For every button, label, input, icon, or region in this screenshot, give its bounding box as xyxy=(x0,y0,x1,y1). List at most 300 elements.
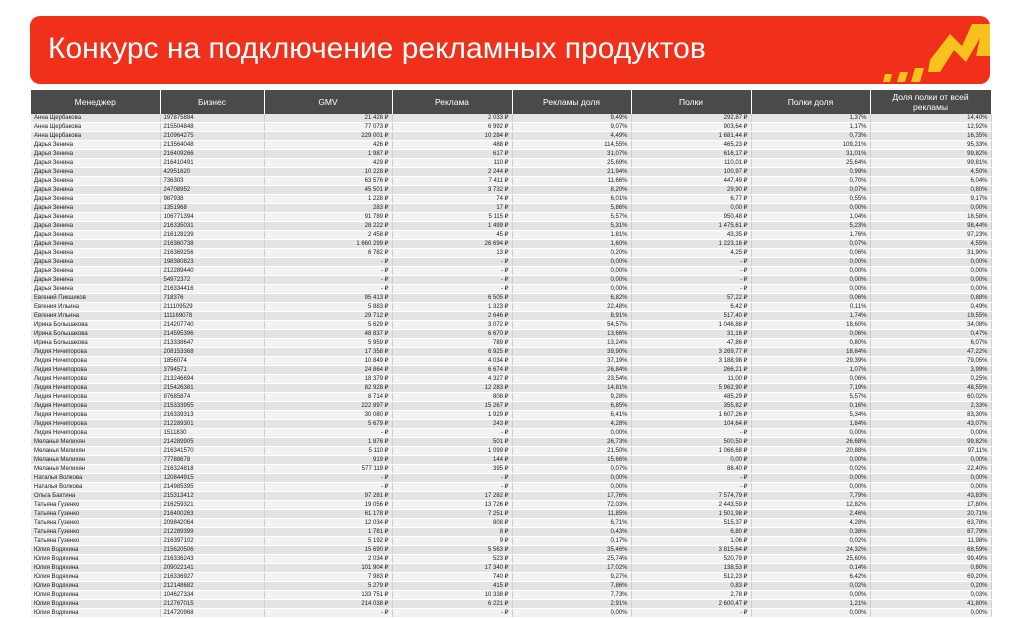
cell-gmv: 2 458 ₽ xyxy=(264,231,392,240)
cell-manager: Евгений Пикшиков xyxy=(31,294,160,303)
cell-ads: - ₽ xyxy=(392,483,512,492)
table-row xyxy=(31,303,991,312)
cell-ads-share: 0,00% xyxy=(512,276,631,285)
cell-shelves-share: 0,00% xyxy=(751,285,870,294)
cell-shelf-share-of-ads: 97,11% xyxy=(870,447,991,456)
cell-shelf-share-of-ads: 41,80% xyxy=(870,600,991,609)
cell-shelf-share-of-ads: 95,33% xyxy=(870,141,991,150)
header-shelves: Полки xyxy=(631,90,751,114)
table-row xyxy=(31,240,991,249)
cell-gmv: 12 034 ₽ xyxy=(264,519,392,528)
cell-ads-share: 7,86% xyxy=(512,582,631,591)
cell-shelves-share: 5,57% xyxy=(751,393,870,402)
cell-shelves-share: 0,80% xyxy=(751,339,870,348)
cell-business: 212767015 xyxy=(160,600,264,609)
cell-ads-share: 0,43% xyxy=(512,528,631,537)
table-row xyxy=(31,528,991,537)
cell-gmv: 30 080 ₽ xyxy=(264,411,392,420)
cell-gmv: 1 987 ₽ xyxy=(264,150,392,159)
cell-shelves: 465,23 ₽ xyxy=(631,141,751,150)
cell-manager: Юлия Водяхина xyxy=(31,555,160,564)
cell-manager: Ирина Большакова xyxy=(31,330,160,339)
cell-ads: 2 646 ₽ xyxy=(392,312,512,321)
cell-shelves-share: 0,00% xyxy=(751,456,870,465)
cell-business: 54972372 xyxy=(160,276,264,285)
cell-ads: 6 925 ₽ xyxy=(392,348,512,357)
cell-ads-share: 17,76% xyxy=(512,492,631,501)
cell-shelves: 11,00 ₽ xyxy=(631,375,751,384)
cell-gmv: 5 279 ₽ xyxy=(264,582,392,591)
cell-shelves-share: 0,06% xyxy=(751,249,870,258)
cell-manager: Лидия Ничипорова xyxy=(31,357,160,366)
cell-shelves: 57,22 ₽ xyxy=(631,294,751,303)
cell-shelves: 1,06 ₽ xyxy=(631,537,751,546)
cell-business: 216397102 xyxy=(160,537,264,546)
cell-shelves: 0,00 ₽ xyxy=(631,456,751,465)
cell-gmv: 61 178 ₽ xyxy=(264,510,392,519)
table-row xyxy=(31,492,991,501)
cell-ads: 15 267 ₽ xyxy=(392,402,512,411)
cell-business: 106771394 xyxy=(160,213,264,222)
table-body xyxy=(31,114,991,618)
cell-business: 97685874 xyxy=(160,393,264,402)
cell-shelf-share-of-ads: 14,40% xyxy=(870,114,991,123)
cell-shelf-share-of-ads: 9,17% xyxy=(870,195,991,204)
cell-manager: Ольга Бахтина xyxy=(31,492,160,501)
cell-ads-share: 15,66% xyxy=(512,456,631,465)
cell-shelves-share: 2,46% xyxy=(751,510,870,519)
table-row xyxy=(31,123,991,132)
cell-business: 216410491 xyxy=(160,159,264,168)
cell-shelves-share: 1,17% xyxy=(751,123,870,132)
cell-business: 216339313 xyxy=(160,411,264,420)
cell-manager: Евгения Ильина xyxy=(31,303,160,312)
cell-shelves-share: 0,00% xyxy=(751,483,870,492)
table-row xyxy=(31,195,991,204)
cell-ads: 10 338 ₽ xyxy=(392,591,512,600)
table-row xyxy=(31,168,991,177)
cell-business: 214595396 xyxy=(160,330,264,339)
cell-ads: 7 251 ₽ xyxy=(392,510,512,519)
cell-shelves: 1 046,88 ₽ xyxy=(631,321,751,330)
cell-ads-share: 5,57% xyxy=(512,213,631,222)
cell-shelf-share-of-ads: 0,00% xyxy=(870,204,991,213)
cell-ads: - ₽ xyxy=(392,285,512,294)
cell-shelf-share-of-ads: 2,33% xyxy=(870,402,991,411)
table-row xyxy=(31,285,991,294)
cell-business: 213338647 xyxy=(160,339,264,348)
cell-business: 104627334 xyxy=(160,591,264,600)
cell-shelves: 47,86 ₽ xyxy=(631,339,751,348)
cell-ads: 6 992 ₽ xyxy=(392,123,512,132)
cell-gmv: 82 928 ₽ xyxy=(264,384,392,393)
table-row xyxy=(31,276,991,285)
cell-manager: Юлия Водяхина xyxy=(31,591,160,600)
table-row xyxy=(31,231,991,240)
cell-gmv: 919 ₽ xyxy=(264,456,392,465)
cell-shelves: 950,48 ₽ xyxy=(631,213,751,222)
table-row xyxy=(31,438,991,447)
competition-table xyxy=(31,90,992,618)
cell-shelves: 1 066,68 ₽ xyxy=(631,447,751,456)
cell-shelves-share: 25,60% xyxy=(751,555,870,564)
cell-shelves: 447,49 ₽ xyxy=(631,177,751,186)
cell-gmv: 97 281 ₽ xyxy=(264,492,392,501)
cell-manager: Лидия Ничипорова xyxy=(31,384,160,393)
cell-manager: Анна Щербакова xyxy=(31,114,160,123)
cell-business: 215426381 xyxy=(160,384,264,393)
cell-manager: Анна Щербакова xyxy=(31,123,160,132)
cell-manager: Лидия Ничипорова xyxy=(31,402,160,411)
cell-ads-share: 11,85% xyxy=(512,510,631,519)
cell-business: 216324818 xyxy=(160,465,264,474)
cell-manager: Ирина Большакова xyxy=(31,339,160,348)
cell-shelves-share: 0,06% xyxy=(751,330,870,339)
cell-shelves-share: 0,38% xyxy=(751,528,870,537)
table-row xyxy=(31,132,991,141)
cell-business: 718376 xyxy=(160,294,264,303)
cell-gmv: - ₽ xyxy=(264,267,392,276)
cell-shelves-share: 0,02% xyxy=(751,537,870,546)
table-row xyxy=(31,249,991,258)
cell-ads-share: 72,03% xyxy=(512,501,631,510)
cell-ads-share: 26,84% xyxy=(512,366,631,375)
cell-manager: Наталья Волкова xyxy=(31,483,160,492)
cell-ads: 5 563 ₽ xyxy=(392,546,512,555)
cell-manager: Лидия Ничипорова xyxy=(31,366,160,375)
cell-shelves: 1 223,16 ₽ xyxy=(631,240,751,249)
cell-ads: 6 505 ₽ xyxy=(392,294,512,303)
cell-gmv: 5 192 ₽ xyxy=(264,537,392,546)
cell-shelves-share: 1,07% xyxy=(751,366,870,375)
cell-shelves-share: 1,84% xyxy=(751,420,870,429)
cell-manager: Дарья Зенина xyxy=(31,141,160,150)
cell-shelves: 2 600,47 ₽ xyxy=(631,600,751,609)
cell-shelves: 104,64 ₽ xyxy=(631,420,751,429)
cell-manager: Дарья Зенина xyxy=(31,186,160,195)
cell-shelf-share-of-ads: 98,44% xyxy=(870,222,991,231)
header-shelves-share: Полки доля xyxy=(751,90,870,114)
cell-shelves-share: 4,28% xyxy=(751,519,870,528)
cell-gmv: 577 119 ₽ xyxy=(264,465,392,474)
cell-gmv: 10 849 ₽ xyxy=(264,357,392,366)
cell-shelves: 1 501,98 ₽ xyxy=(631,510,751,519)
cell-manager: Дарья Зенина xyxy=(31,231,160,240)
cell-shelf-share-of-ads: 20,71% xyxy=(870,510,991,519)
cell-shelf-share-of-ads: 99,81% xyxy=(870,159,991,168)
cell-ads-share: 0,00% xyxy=(512,474,631,483)
cell-shelves: - ₽ xyxy=(631,429,751,438)
table-row xyxy=(31,600,991,609)
cell-shelves: 4,25 ₽ xyxy=(631,249,751,258)
cell-shelves: 903,64 ₽ xyxy=(631,123,751,132)
cell-manager: Татьяна Гузенко xyxy=(31,519,160,528)
cell-manager: Дарья Зенина xyxy=(31,150,160,159)
cell-shelves: 1 607,26 ₽ xyxy=(631,411,751,420)
table-row xyxy=(31,330,991,339)
cell-shelves-share: 26,68% xyxy=(751,438,870,447)
cell-gmv: 17 358 ₽ xyxy=(264,348,392,357)
cell-business: 216360738 xyxy=(160,240,264,249)
cell-manager: Дарья Зенина xyxy=(31,159,160,168)
cell-ads: 3 072 ₽ xyxy=(392,321,512,330)
cell-manager: Дарья Зенина xyxy=(31,195,160,204)
cell-shelves-share: 0,16% xyxy=(751,402,870,411)
cell-gmv: - ₽ xyxy=(264,429,392,438)
cell-business: 212289301 xyxy=(160,420,264,429)
table-row xyxy=(31,591,991,600)
cell-manager: Татьяна Гузенко xyxy=(31,528,160,537)
cell-shelves-share: 0,00% xyxy=(751,267,870,276)
cell-ads-share: 31,07% xyxy=(512,150,631,159)
table-row xyxy=(31,141,991,150)
cell-shelf-share-of-ads: 4,55% xyxy=(870,240,991,249)
cell-shelves-share: 0,07% xyxy=(751,240,870,249)
cell-manager: Дарья Зенина xyxy=(31,240,160,249)
table-row xyxy=(31,114,991,123)
cell-shelf-share-of-ads: 0,00% xyxy=(870,429,991,438)
cell-shelves: 266,21 ₽ xyxy=(631,366,751,375)
header-shelf-share-of-ads: Доля полки от всей рекламы xyxy=(870,90,991,114)
cell-manager: Меланья Мелихян xyxy=(31,456,160,465)
table-row xyxy=(31,483,991,492)
title-banner xyxy=(30,16,990,84)
table-row xyxy=(31,393,991,402)
table-row xyxy=(31,366,991,375)
cell-gmv: 63 576 ₽ xyxy=(264,177,392,186)
cell-shelf-share-of-ads: 31,90% xyxy=(870,249,991,258)
cell-business: 215313412 xyxy=(160,492,264,501)
cell-gmv: 1 660 299 ₽ xyxy=(264,240,392,249)
cell-gmv: - ₽ xyxy=(264,483,392,492)
cell-business: 24708952 xyxy=(160,186,264,195)
cell-shelf-share-of-ads: 16,35% xyxy=(870,132,991,141)
header-ads-share: Рекламы доля xyxy=(512,90,631,114)
cell-ads-share: 11,66% xyxy=(512,177,631,186)
cell-gmv: 133 751 ₽ xyxy=(264,591,392,600)
cell-manager: Татьяна Гузенко xyxy=(31,501,160,510)
cell-manager: Юлия Водяхина xyxy=(31,546,160,555)
cell-shelves: 138,53 ₽ xyxy=(631,564,751,573)
cell-ads-share: 0,00% xyxy=(512,285,631,294)
cell-gmv: 7 983 ₽ xyxy=(264,573,392,582)
cell-ads-share: 23,54% xyxy=(512,375,631,384)
cell-shelves-share: 7,79% xyxy=(751,492,870,501)
cell-manager: Меланья Мелихян xyxy=(31,465,160,474)
cell-ads: 395 ₽ xyxy=(392,465,512,474)
cell-shelf-share-of-ads: 18,58% xyxy=(870,213,991,222)
cell-shelves: 517,40 ₽ xyxy=(631,312,751,321)
cell-manager: Татьяна Гузенко xyxy=(31,510,160,519)
cell-ads: 1 323 ₽ xyxy=(392,303,512,312)
cell-ads-share: 14,81% xyxy=(512,384,631,393)
cell-manager: Юлия Водяхина xyxy=(31,573,160,582)
cell-ads-share: 7,73% xyxy=(512,591,631,600)
cell-shelves: 0,83 ₽ xyxy=(631,582,751,591)
cell-shelves: 616,17 ₽ xyxy=(631,150,751,159)
cell-gmv: 229 001 ₽ xyxy=(264,132,392,141)
cell-gmv: 19 056 ₽ xyxy=(264,501,392,510)
cell-ads-share: 1,81% xyxy=(512,231,631,240)
cell-ads: 144 ₽ xyxy=(392,456,512,465)
table-row xyxy=(31,465,991,474)
cell-shelf-share-of-ads: 69,20% xyxy=(870,573,991,582)
cell-manager: Лидия Ничипорова xyxy=(31,411,160,420)
cell-shelves: 2 443,59 ₽ xyxy=(631,501,751,510)
cell-ads-share: 8,20% xyxy=(512,186,631,195)
cell-business: 216400263 xyxy=(160,510,264,519)
cell-business: 1351968 xyxy=(160,204,264,213)
cell-ads: 415 ₽ xyxy=(392,582,512,591)
cell-ads: 808 ₽ xyxy=(392,393,512,402)
cell-ads-share: 9,07% xyxy=(512,123,631,132)
cell-ads: 6 221 ₽ xyxy=(392,600,512,609)
cell-ads-share: 0,00% xyxy=(512,258,631,267)
cell-shelves-share: 1,37% xyxy=(751,114,870,123)
cell-manager: Ирина Большакова xyxy=(31,321,160,330)
cell-business: 216341570 xyxy=(160,447,264,456)
cell-ads: 1 099 ₽ xyxy=(392,447,512,456)
cell-shelves: 355,82 ₽ xyxy=(631,402,751,411)
table-header-row xyxy=(31,90,991,114)
cell-manager: Юлия Водяхина xyxy=(31,582,160,591)
cell-shelf-share-of-ads: 0,47% xyxy=(870,330,991,339)
cell-shelves-share: 0,02% xyxy=(751,465,870,474)
cell-gmv: - ₽ xyxy=(264,609,392,618)
cell-ads-share: 21,94% xyxy=(512,168,631,177)
cell-gmv: 283 ₽ xyxy=(264,204,392,213)
cell-shelves: 2,78 ₽ xyxy=(631,591,751,600)
table-row xyxy=(31,411,991,420)
cell-ads-share: 4,49% xyxy=(512,132,631,141)
cell-ads-share: 39,90% xyxy=(512,348,631,357)
cell-shelves: 43,35 ₽ xyxy=(631,231,751,240)
cell-shelves: - ₽ xyxy=(631,609,751,618)
cell-gmv: 95 413 ₽ xyxy=(264,294,392,303)
table-row xyxy=(31,474,991,483)
cell-shelves: 500,50 ₽ xyxy=(631,438,751,447)
cell-gmv: 1 228 ₽ xyxy=(264,195,392,204)
cell-gmv: 5 110 ₽ xyxy=(264,447,392,456)
cell-business: 3794571 xyxy=(160,366,264,375)
cell-gmv: - ₽ xyxy=(264,276,392,285)
cell-ads: 6 674 ₽ xyxy=(392,366,512,375)
cell-ads-share: 21,50% xyxy=(512,447,631,456)
cell-shelf-share-of-ads: 87,79% xyxy=(870,528,991,537)
cell-ads: 17 340 ₽ xyxy=(392,564,512,573)
cell-ads: 7 411 ₽ xyxy=(392,177,512,186)
cell-shelves: 520,79 ₽ xyxy=(631,555,751,564)
cell-ads-share: 1,60% xyxy=(512,240,631,249)
table-row xyxy=(31,294,991,303)
cell-shelves-share: 29,39% xyxy=(751,357,870,366)
cell-manager: Юлия Водяхина xyxy=(31,564,160,573)
cell-shelves: - ₽ xyxy=(631,276,751,285)
table-row xyxy=(31,609,991,618)
cell-ads: 17 ₽ xyxy=(392,204,512,213)
cell-business: 198380823 xyxy=(160,258,264,267)
cell-ads: 26 694 ₽ xyxy=(392,240,512,249)
cell-ads-share: 0,00% xyxy=(512,267,631,276)
cell-business: 216335031 xyxy=(160,222,264,231)
cell-shelves-share: 18,60% xyxy=(751,321,870,330)
cell-shelf-share-of-ads: 11,98% xyxy=(870,537,991,546)
cell-shelves-share: 1,76% xyxy=(751,231,870,240)
cell-shelf-share-of-ads: 0,00% xyxy=(870,456,991,465)
table-row xyxy=(31,321,991,330)
cell-gmv: 28 222 ₽ xyxy=(264,222,392,231)
table-row xyxy=(31,402,991,411)
cell-business: 214207740 xyxy=(160,321,264,330)
cell-ads: 3 732 ₽ xyxy=(392,186,512,195)
cell-ads: 110 ₽ xyxy=(392,159,512,168)
cell-ads: 4 034 ₽ xyxy=(392,357,512,366)
cell-ads: 12 283 ₽ xyxy=(392,384,512,393)
cell-gmv: 429 ₽ xyxy=(264,159,392,168)
cell-gmv: 10 228 ₽ xyxy=(264,168,392,177)
cell-business: 209842064 xyxy=(160,519,264,528)
cell-shelves-share: 0,00% xyxy=(751,609,870,618)
table-row xyxy=(31,510,991,519)
cell-shelf-share-of-ads: 99,49% xyxy=(870,555,991,564)
cell-manager: Лидия Ничипорова xyxy=(31,429,160,438)
cell-ads: 8 ₽ xyxy=(392,528,512,537)
cell-ads: 808 ₽ xyxy=(392,519,512,528)
cell-manager: Меланья Мелихян xyxy=(31,447,160,456)
cell-manager: Дарья Зенина xyxy=(31,222,160,231)
cell-gmv: 2 034 ₽ xyxy=(264,555,392,564)
cell-ads-share: 35,46% xyxy=(512,546,631,555)
cell-gmv: 1 781 ₽ xyxy=(264,528,392,537)
cell-gmv: - ₽ xyxy=(264,474,392,483)
cell-gmv: 101 904 ₽ xyxy=(264,564,392,573)
cell-shelf-share-of-ads: 43,07% xyxy=(870,420,991,429)
cell-shelf-share-of-ads: 12,92% xyxy=(870,123,991,132)
cell-ads: - ₽ xyxy=(392,609,512,618)
data-table-container xyxy=(31,90,991,616)
header-manager: Менеджер xyxy=(31,90,160,114)
cell-shelves-share: 0,73% xyxy=(751,132,870,141)
cell-shelves: - ₽ xyxy=(631,474,751,483)
table-row xyxy=(31,339,991,348)
cell-shelves-share: 0,00% xyxy=(751,204,870,213)
cell-manager: Дарья Зенина xyxy=(31,213,160,222)
cell-shelf-share-of-ads: 22,40% xyxy=(870,465,991,474)
cell-manager: Дарья Зенина xyxy=(31,276,160,285)
cell-shelf-share-of-ads: 99,82% xyxy=(870,438,991,447)
page-title: Конкурс на подключение рекламных продуктов xyxy=(48,32,706,65)
cell-ads: 488 ₽ xyxy=(392,141,512,150)
cell-gmv: 5 679 ₽ xyxy=(264,420,392,429)
cell-shelves-share: 1,74% xyxy=(751,312,870,321)
cell-shelves-share: 0,00% xyxy=(751,276,870,285)
cell-shelves-share: 20,88% xyxy=(751,447,870,456)
cell-shelves: 31,16 ₽ xyxy=(631,330,751,339)
cell-gmv: 214 038 ₽ xyxy=(264,600,392,609)
cell-shelves-share: 5,34% xyxy=(751,411,870,420)
cell-ads: - ₽ xyxy=(392,267,512,276)
cell-shelf-share-of-ads: 83,30% xyxy=(870,411,991,420)
cell-gmv: 29 712 ₽ xyxy=(264,312,392,321)
cell-business: 212289399 xyxy=(160,528,264,537)
cell-business: 214289905 xyxy=(160,438,264,447)
cell-shelves-share: 0,00% xyxy=(751,474,870,483)
cell-ads: 74 ₽ xyxy=(392,195,512,204)
cell-ads-share: 5,31% xyxy=(512,222,631,231)
cell-shelves: 512,23 ₽ xyxy=(631,573,751,582)
cell-shelf-share-of-ads: 4,50% xyxy=(870,168,991,177)
cell-shelves: - ₽ xyxy=(631,483,751,492)
